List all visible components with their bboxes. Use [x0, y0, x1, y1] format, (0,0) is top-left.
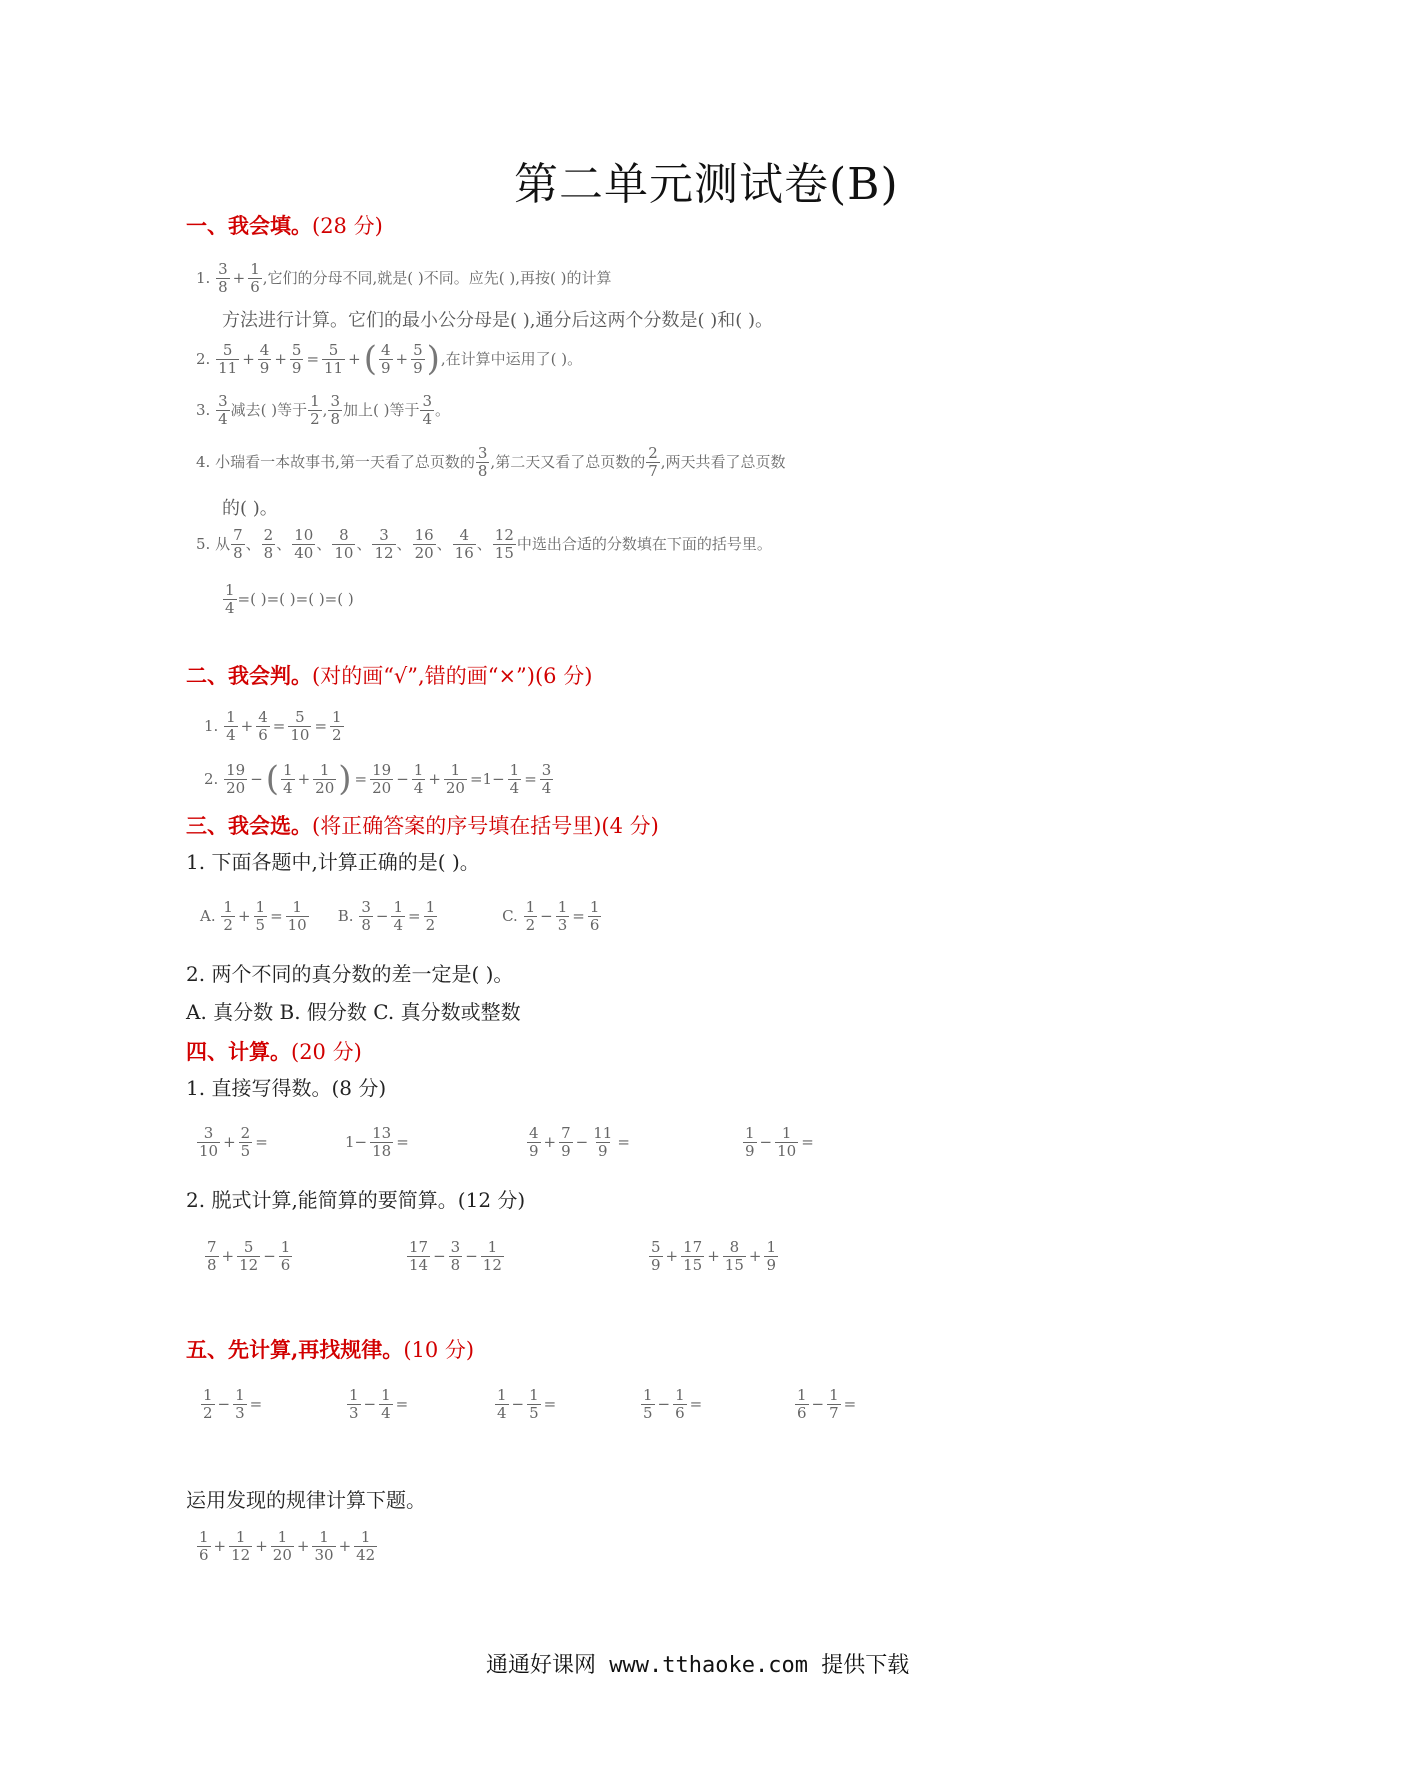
fraction: $\frac{1}{10}$ — [777, 1124, 797, 1160]
fraction: $\frac{1}{2}$ — [525, 898, 536, 934]
section4-heading: 四、计算。(20 分) — [186, 1039, 362, 1064]
fraction: $\frac{1}{6}$ — [250, 260, 260, 296]
s4-expr-5: $\frac{7}{8}$ + $\frac{5}{12}$ − $\frac{1}{6}$ — [207, 1238, 291, 1274]
fraction: $\frac{1}{4}$ — [381, 1386, 391, 1422]
fraction: $\frac{1}{6}$ — [797, 1386, 807, 1422]
fraction: $\frac{8}{10}$ — [334, 526, 354, 562]
s5-expr-1: $\frac{1}{2}$ − $\frac{1}{3}$ = — [203, 1386, 263, 1422]
s1-q1-line1: 1. $\frac{3}{8}$ + $\frac{1}{6}$ ,它们的分母不同,就是( )不同。应先( ),再按( )的计算 — [196, 260, 612, 296]
fraction: $\frac{1}{10}$ — [287, 898, 307, 934]
fraction: $\frac{1}{2}$ — [310, 392, 320, 428]
s2-q2: 2. $\frac{19}{20}$ − ( $\frac{1}{4}$ + $\frac{1}{20}$ ) = $\frac{19}{20}$ − $\frac{1}{4}$ + $\frac{1}{20}$ =1− $\frac{1}{4}$ = $\frac{3}{4}$ — [204, 759, 552, 799]
fraction: $\frac{1}{12}$ — [231, 1528, 251, 1564]
s2-q1: 1. $\frac{1}{4}$ + $\frac{4}{6}$ = $\frac{5}{10}$ = $\frac{1}{2}$ — [204, 708, 342, 744]
fraction: $\frac{1}{4}$ — [226, 708, 236, 744]
s1-q1-line2: 方法进行计算。它们的最小公分母是( ),通分后这两个分数是( )和( )。 — [222, 310, 774, 331]
s4-expr-4: $\frac{1}{9}$ − $\frac{1}{10}$ = — [745, 1124, 814, 1160]
s5-expr-4: $\frac{1}{5}$ − $\frac{1}{6}$ = — [643, 1386, 703, 1422]
fraction: $\frac{1}{5}$ — [529, 1386, 539, 1422]
s5-expr-3: $\frac{1}{4}$ − $\frac{1}{5}$ = — [497, 1386, 557, 1422]
fraction: $\frac{4}{6}$ — [258, 708, 268, 744]
s5-final-expr: $\frac{1}{6}$ + $\frac{1}{12}$ + $\frac{1}{20}$ + $\frac{1}{30}$ + $\frac{1}{42}$ — [199, 1528, 376, 1564]
s1-q4-line1: 4. 小瑞看一本故事书,第一天看了总页数的 $\frac{3}{8}$ ,第二天又看了总页数的 $\frac{2}{7}$ ,两天共看了总页数 — [196, 444, 786, 480]
s1-q4-line2: 的( )。 — [222, 498, 278, 519]
fraction: $\frac{10}{40}$ — [294, 526, 314, 562]
s1-q5-equation: $\frac{1}{4}$ =( )=( )=( )=( ) — [225, 581, 354, 617]
s1-q5: 5. 从 $\frac{7}{8}$ 、 $\frac{2}{8}$ 、 $\frac{10}{40}$ 、 $\frac{8}{10}$ 、 $\frac{3}{12}$ 、 $\frac{16}{20}$ 、 $\frac{4}{16}$ 、 $\frac{12}{15}$ 中选出合适的分数填在下面的括号里。 — [196, 526, 772, 562]
fraction: $\frac{3}{8}$ — [361, 898, 371, 934]
fraction: $\frac{1}{6}$ — [675, 1386, 685, 1422]
fraction: $\frac{1}{4}$ — [283, 760, 293, 797]
fraction: $\frac{1}{9}$ — [745, 1124, 755, 1160]
fraction: $\frac{1}{3}$ — [557, 898, 568, 934]
fraction: $\frac{1}{20}$ — [272, 1528, 292, 1564]
s5-expr-2: $\frac{1}{3}$ − $\frac{1}{4}$ = — [349, 1386, 409, 1422]
s5-instruction: 运用发现的规律计算下题。 — [186, 1488, 426, 1512]
fraction: $\frac{1}{4}$ — [509, 760, 520, 797]
fraction: $\frac{1}{4}$ — [393, 898, 403, 934]
s4-sub2: 2. 脱式计算,能简算的要简算。(12 分) — [186, 1188, 526, 1212]
fraction: $\frac{5}{9}$ — [291, 340, 302, 377]
fraction: $\frac{2}{7}$ — [648, 444, 658, 480]
fraction: $\frac{1}{9}$ — [766, 1238, 777, 1274]
fraction: $\frac{1}{3}$ — [235, 1386, 245, 1422]
fraction: $\frac{19}{20}$ — [372, 760, 392, 797]
s5-expr-5: $\frac{1}{6}$ − $\frac{1}{7}$ = — [797, 1386, 857, 1422]
fraction: $\frac{1}{2}$ — [203, 1386, 213, 1422]
fraction: $\frac{3}{12}$ — [374, 526, 394, 562]
fraction: $\frac{1}{12}$ — [482, 1238, 502, 1274]
fraction: $\frac{5}{12}$ — [239, 1238, 259, 1274]
fraction: $\frac{1}{4}$ — [413, 760, 424, 797]
section1-heading: 一、我会填。(28 分) — [186, 213, 383, 238]
fraction: $\frac{1}{6}$ — [589, 898, 600, 934]
fraction: $\frac{1}{4}$ — [497, 1386, 507, 1422]
fraction: $\frac{5}{9}$ — [651, 1238, 661, 1274]
s4-expr-3: $\frac{4}{9}$ + $\frac{7}{9}$ − $\frac{11}{9}$ = — [529, 1124, 630, 1160]
s4-sub1: 1. 直接写得数。(8 分) — [186, 1076, 387, 1100]
fraction: $\frac{11}{9}$ — [593, 1124, 613, 1160]
fraction: $\frac{16}{20}$ — [414, 526, 434, 562]
fraction: $\frac{2}{5}$ — [240, 1124, 251, 1160]
fraction: $\frac{12}{15}$ — [494, 526, 514, 562]
s3-q2: 2. 两个不同的真分数的差一定是( )。 — [186, 962, 514, 986]
fraction: $\frac{3}{4}$ — [541, 760, 552, 797]
fraction: $\frac{5}{11}$ — [324, 340, 344, 377]
page-title: 第二单元测试卷(B) — [514, 159, 899, 210]
fraction: $\frac{1}{2}$ — [425, 898, 436, 934]
fraction: $\frac{7}{9}$ — [561, 1124, 571, 1160]
fraction: $\frac{8}{15}$ — [724, 1238, 744, 1274]
fraction: $\frac{3}{8}$ — [330, 392, 340, 428]
s3-q1-options: A. $\frac{1}{2}$ + $\frac{1}{5}$ = $\frac{1}{10}$ B. $\frac{3}{8}$ − $\frac{1}{4}$ = $\frac{1}{2}$ C. $\frac{1}{2}$ − $\frac{1}{3}$ = $\frac{1}{6}$ — [200, 898, 600, 934]
fraction: $\frac{4}{9}$ — [259, 340, 270, 377]
fraction: $\frac{1}{5}$ — [255, 898, 266, 934]
fraction: $\frac{1}{6}$ — [199, 1528, 209, 1564]
fraction: $\frac{17}{15}$ — [683, 1238, 703, 1274]
s1-q3: 3. $\frac{3}{4}$ 减去( )等于 $\frac{1}{2}$ , $\frac{3}{8}$ 加上( )等于 $\frac{3}{4}$ 。 — [196, 392, 451, 428]
s4-expr-2: 1− $\frac{13}{18}$ = — [345, 1124, 409, 1160]
fraction: $\frac{1}{6}$ — [280, 1238, 291, 1274]
s3-q2-options: A. 真分数 B. 假分数 C. 真分数或整数 — [186, 1000, 521, 1024]
section5-heading: 五、先计算,再找规律。(10 分) — [186, 1337, 475, 1362]
fraction: $\frac{3}{8}$ — [218, 260, 228, 296]
s3-q1: 1. 下面各题中,计算正确的是( )。 — [186, 850, 480, 874]
fraction: $\frac{3}{8}$ — [450, 1238, 461, 1274]
footer-credit: 通通好课网 www.tthaoke.com 提供下载 — [486, 1653, 910, 1678]
fraction: $\frac{13}{18}$ — [372, 1124, 392, 1160]
fraction: $\frac{3}{4}$ — [422, 392, 433, 428]
fraction: $\frac{3}{8}$ — [477, 444, 488, 480]
fraction: $\frac{4}{9}$ — [529, 1124, 539, 1160]
fraction: $\frac{19}{20}$ — [226, 760, 246, 797]
fraction: $\frac{17}{14}$ — [409, 1238, 429, 1274]
s4-expr-6: $\frac{17}{14}$ − $\frac{3}{8}$ − $\frac{1}{12}$ — [409, 1238, 502, 1274]
fraction: $\frac{2}{8}$ — [263, 526, 274, 562]
fraction: $\frac{1}{20}$ — [315, 760, 335, 797]
fraction: $\frac{4}{16}$ — [454, 526, 474, 562]
fraction: $\frac{1}{2}$ — [223, 898, 233, 934]
fraction: $\frac{5}{10}$ — [290, 708, 310, 744]
fraction: $\frac{1}{5}$ — [643, 1386, 653, 1422]
fraction: $\frac{7}{8}$ — [233, 526, 243, 562]
s4-expr-7: $\frac{5}{9}$ + $\frac{17}{15}$ + $\frac{8}{15}$ + $\frac{1}{9}$ — [651, 1238, 777, 1274]
fraction: $\frac{1}{3}$ — [349, 1386, 359, 1422]
fraction: $\frac{1}{4}$ — [225, 581, 235, 617]
fraction: $\frac{1}{42}$ — [356, 1528, 376, 1564]
fraction: $\frac{4}{9}$ — [380, 340, 391, 377]
section3-heading: 三、我会选。(将正确答案的序号填在括号里)(4 分) — [186, 813, 659, 838]
fraction: $\frac{5}{9}$ — [413, 340, 423, 377]
section2-heading: 二、我会判。(对的画“√”,错的画“×”)(6 分) — [186, 663, 593, 688]
fraction: $\frac{1}{7}$ — [829, 1386, 839, 1422]
fraction: $\frac{3}{10}$ — [199, 1124, 219, 1160]
fraction: $\frac{7}{8}$ — [207, 1238, 217, 1274]
fraction: $\frac{3}{4}$ — [218, 392, 228, 428]
fraction: $\frac{1}{30}$ — [314, 1528, 334, 1564]
s4-expr-1: $\frac{3}{10}$ + $\frac{2}{5}$ = — [199, 1124, 268, 1160]
fraction: $\frac{5}{11}$ — [218, 340, 238, 377]
s1-q2: 2. $\frac{5}{11}$ + $\frac{4}{9}$ + $\frac{5}{9}$ = $\frac{5}{11}$ + ( $\frac{4}{9}$ + $\frac{5}{9}$ ) ,在计算中运用了( )。 — [196, 339, 583, 379]
fraction: $\frac{1}{20}$ — [445, 760, 465, 797]
fraction: $\frac{1}{2}$ — [332, 708, 342, 744]
